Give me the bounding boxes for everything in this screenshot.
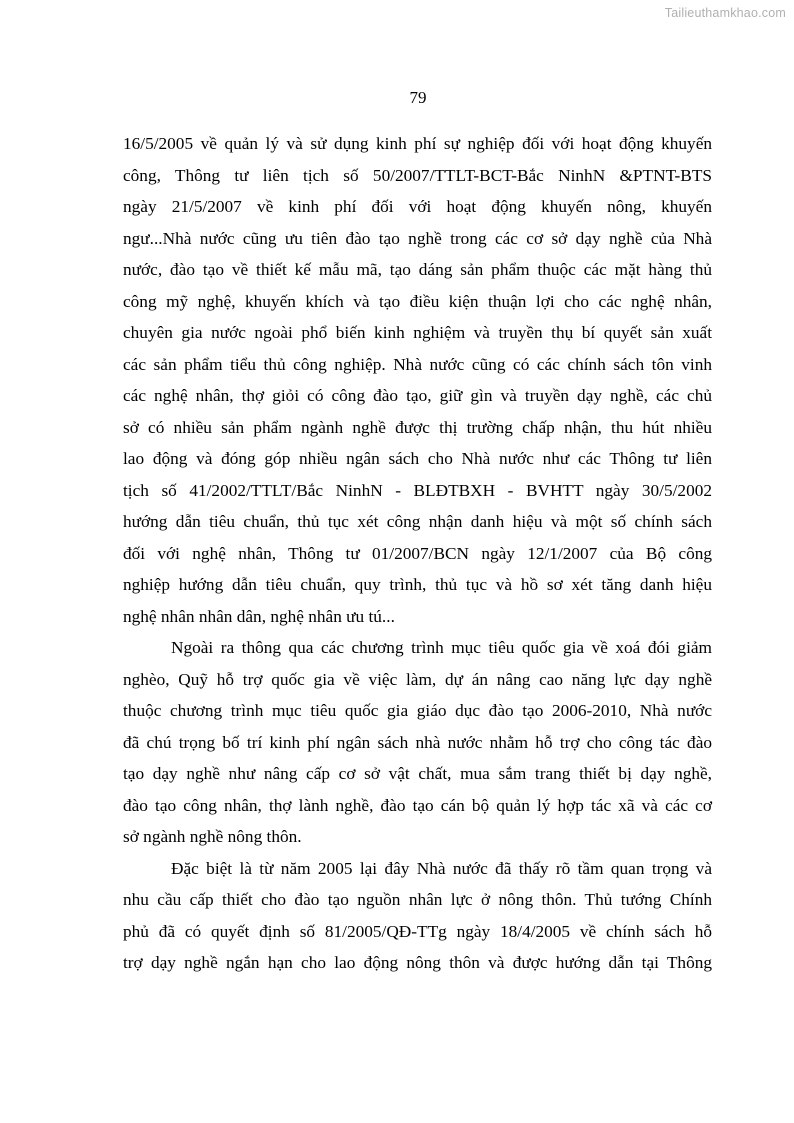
- text-line: nhu cầu cấp thiết cho đào tạo nguồn nhân lực ở nông thôn. Thủ tướng Chính: [123, 890, 712, 909]
- text-line: các nghệ nhân, thợ giỏi có công đào tạo, giữ gìn và truyền dạy nghề, các chủ: [123, 386, 712, 405]
- text-line: chuyên gia nước ngoài phổ biến kinh nghiệm và truyền thụ bí quyết sản xuất: [123, 323, 712, 342]
- text-line: Đặc biệt là từ năm 2005 lại đây Nhà nước đã thấy rõ tầm quan trọng và: [171, 858, 712, 878]
- text-line: phủ đã có quyết định số 81/2005/QĐ-TTg ngày 18/4/2005 về chính sách hỗ: [123, 921, 712, 941]
- text-line: sở ngành nghề nông thôn.: [123, 827, 302, 846]
- document-body: [123, 128, 712, 979]
- text-line: thuộc chương trình mục tiêu quốc gia giáo dục đào tạo 2006-2010, Nhà nước: [123, 701, 712, 720]
- text-line: công, Thông tư liên tịch số 50/2007/TTLT-BCT-Bắc NinhN &PTNT-BTS: [123, 165, 712, 185]
- text-line: đối với nghệ nhân, Thông tư 01/2007/BCN ngày 12/1/2007 của Bộ công: [123, 543, 712, 563]
- text-line: đã chú trọng bố trí kinh phí ngân sách nhà nước nhằm hỗ trợ cho công tác đào: [123, 732, 712, 752]
- text-line: 16/5/2005 về quản lý và sử dụng kinh phí sự nghiệp đối với hoạt động khuyến: [123, 134, 712, 153]
- text-line: lao động và đóng góp nhiều ngân sách cho Nhà nước như các Thông tư liên: [123, 449, 712, 468]
- paragraph: [123, 128, 712, 632]
- text-line: nghệ nhân nhân dân, nghệ nhân ưu tú...: [123, 606, 395, 626]
- watermark-text: Tailieuthamkhao.com: [664, 6, 786, 20]
- page-number: 79: [409, 88, 427, 107]
- text-line: nghiệp hướng dẫn tiêu chuẩn, quy trình, thủ tục và hồ sơ xét tăng danh hiệu: [123, 575, 712, 594]
- text-line: ngày 21/5/2007 về kinh phí đối với hoạt động khuyến nông, khuyến: [123, 197, 712, 216]
- paragraph: [123, 853, 712, 979]
- text-line: Ngoài ra thông qua các chương trình mục tiêu quốc gia về xoá đói giảm: [171, 638, 712, 657]
- text-line: hướng dẫn tiêu chuẩn, thủ tục xét công nhận danh hiệu và một số chính sách: [123, 512, 712, 531]
- text-line: các sản phẩm tiểu thủ công nghiệp. Nhà nước cũng có các chính sách tôn vinh: [123, 354, 712, 374]
- text-line: công mỹ nghệ, khuyến khích và tạo điều kiện thuận lợi cho các nghệ nhân,: [123, 291, 712, 311]
- text-line: sở có nhiều sản phẩm ngành nghề được thị trường chấp nhận, thu hút nhiều: [123, 417, 712, 437]
- text-line: ngư...Nhà nước cũng ưu tiên đào tạo nghề trong các cơ sở dạy nghề của Nhà: [123, 228, 712, 248]
- paragraph: [123, 632, 712, 853]
- text-line: trợ dạy nghề ngắn hạn cho lao động nông thôn và được hướng dẫn tại Thông: [123, 953, 712, 972]
- text-line: tạo dạy nghề như nâng cấp cơ sở vật chất, mua sắm trang thiết bị dạy nghề,: [123, 764, 712, 783]
- text-line: tịch số 41/2002/TTLT/Bắc NinhN - BLĐTBXH - BVHTT ngày 30/5/2002: [123, 480, 712, 500]
- text-line: nước, đào tạo về thiết kế mẫu mã, tạo dáng sản phẩm thuộc các mặt hàng thủ: [123, 260, 712, 279]
- text-line: đào tạo công nhân, thợ lành nghề, đào tạo cán bộ quản lý hợp tác xã và các cơ: [123, 795, 712, 815]
- text-line: nghèo, Quỹ hỗ trợ quốc gia về việc làm, dự án nâng cao năng lực dạy nghề: [123, 669, 712, 689]
